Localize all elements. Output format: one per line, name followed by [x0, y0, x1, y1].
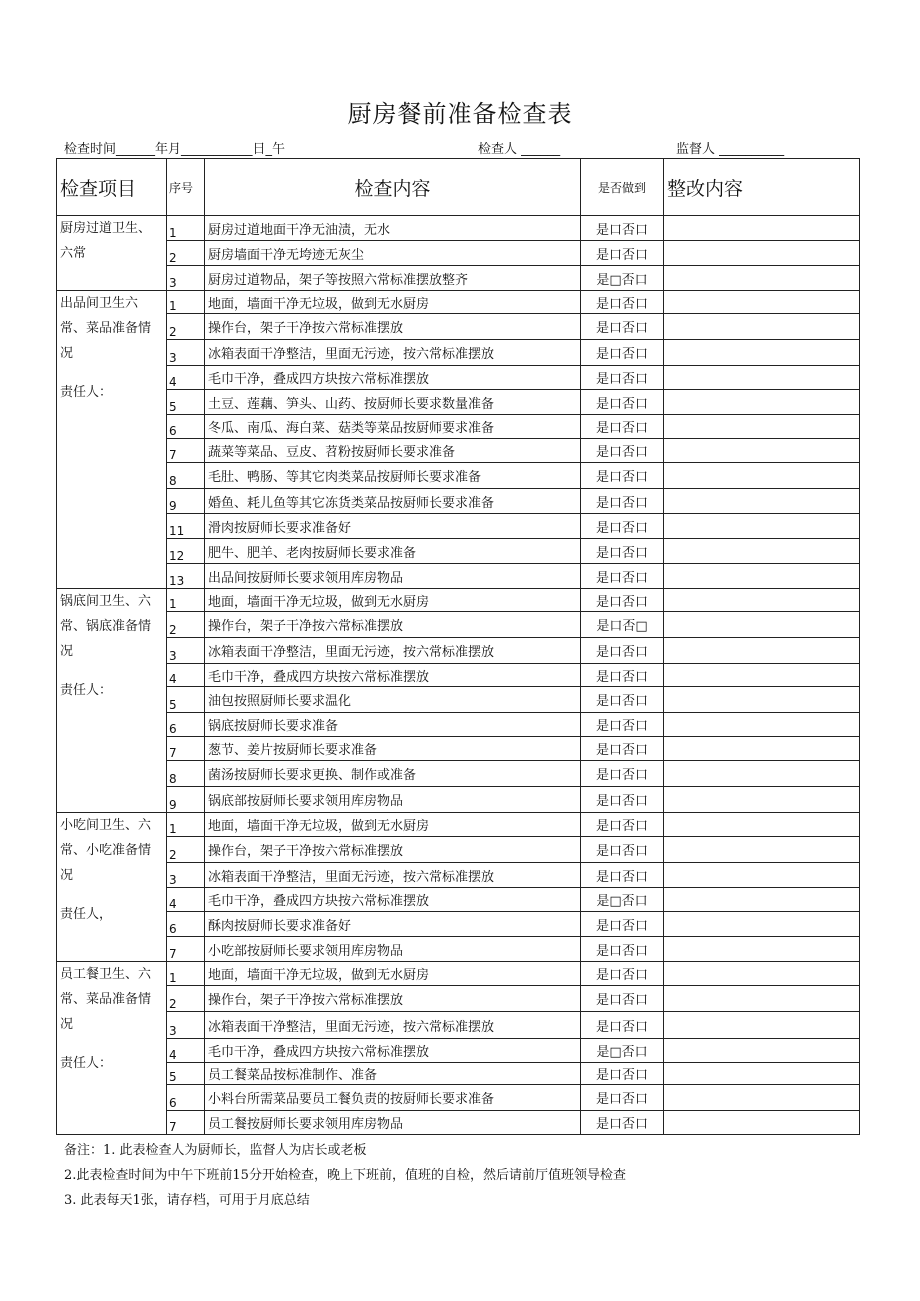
- row-content: 出品间按厨师长要求领用库房物品: [205, 564, 581, 589]
- row-content: 毛巾干净，叠成四方块按六常标准摆放: [205, 664, 581, 687]
- table-row: [57, 937, 860, 962]
- row-done-checkbox[interactable]: 是口否□: [581, 612, 664, 638]
- row-done-checkbox[interactable]: 是口否口: [581, 216, 664, 241]
- section-name: 员工餐卫生、六常、菜品准备情况: [60, 967, 152, 1032]
- row-fix-cell[interactable]: [664, 962, 860, 986]
- row-content: 冰箱表面干净整洁，里面无污迹，按六常标准摆放: [205, 340, 581, 366]
- table-row: [57, 687, 860, 713]
- row-seq: 4: [167, 1039, 205, 1063]
- row-seq: 4: [167, 888, 205, 912]
- section-responsible: 责任人，: [60, 907, 113, 922]
- row-fix-cell[interactable]: [664, 863, 860, 888]
- row-seq: 5: [167, 390, 205, 415]
- notes: [64, 1138, 626, 1213]
- row-seq: 4: [167, 664, 205, 687]
- check-time-field: 检查时间______年月___________日_午: [64, 142, 286, 157]
- table-row: [57, 489, 860, 514]
- row-fix-cell[interactable]: [664, 737, 860, 761]
- row-seq: 9: [167, 489, 205, 514]
- table-row: [57, 514, 860, 539]
- row-fix-cell[interactable]: [664, 564, 860, 589]
- row-done-checkbox[interactable]: 是口否口: [581, 737, 664, 761]
- row-seq: 2: [167, 314, 205, 340]
- row-seq: 1: [167, 216, 205, 241]
- section-cell: [57, 813, 167, 962]
- table-row: [57, 1063, 860, 1085]
- row-fix-cell[interactable]: [664, 687, 860, 713]
- row-seq: 1: [167, 962, 205, 986]
- row-done-checkbox[interactable]: 是口否口: [581, 1063, 664, 1085]
- row-fix-cell[interactable]: [664, 1063, 860, 1085]
- row-content: 操作台，架子干净按六常标准摆放: [205, 837, 581, 863]
- row-content: 酥肉按厨师长要求准备好: [205, 912, 581, 937]
- table-row: [57, 216, 860, 241]
- row-fix-cell[interactable]: [664, 787, 860, 813]
- row-done-checkbox[interactable]: 是□否口: [581, 888, 664, 912]
- row-done-checkbox[interactable]: 是口否口: [581, 713, 664, 737]
- row-content: 婚鱼、耗儿鱼等其它冻货类菜品按厨师长要求准备: [205, 489, 581, 514]
- row-content: 地面，墙面干净无垃圾，做到无水厨房: [205, 962, 581, 986]
- row-fix-cell[interactable]: [664, 489, 860, 514]
- row-content: 地面，墙面干净无垃圾，做到无水厨房: [205, 589, 581, 612]
- row-done-checkbox[interactable]: 是口否口: [581, 664, 664, 687]
- row-done-checkbox[interactable]: 是口否口: [581, 1085, 664, 1111]
- table-row: [57, 737, 860, 761]
- table-row: [57, 962, 860, 986]
- row-fix-cell[interactable]: [664, 912, 860, 937]
- row-content: 油包按照厨师长要求温化: [205, 687, 581, 713]
- row-done-checkbox[interactable]: 是口否口: [581, 912, 664, 937]
- row-seq: 6: [167, 415, 205, 439]
- table-row: [57, 439, 860, 463]
- row-fix-cell[interactable]: [664, 463, 860, 489]
- row-content: 冰箱表面干净整洁，里面无污迹，按六常标准摆放: [205, 638, 581, 664]
- row-fix-cell[interactable]: [664, 439, 860, 463]
- table-row: [57, 813, 860, 837]
- row-fix-cell[interactable]: [664, 638, 860, 664]
- header-fix: 整改内容: [664, 159, 860, 216]
- table-row: [57, 366, 860, 390]
- row-content: 员工餐菜品按标准制作、准备: [205, 1063, 581, 1085]
- table-row: [57, 912, 860, 937]
- section-responsible: 责任人：: [60, 1056, 113, 1071]
- table-row: [57, 863, 860, 888]
- row-fix-cell[interactable]: [664, 539, 860, 564]
- table-header-row: [57, 159, 860, 216]
- row-done-checkbox[interactable]: 是口否口: [581, 366, 664, 390]
- row-fix-cell[interactable]: [664, 266, 860, 291]
- table-row: [57, 664, 860, 687]
- row-done-checkbox[interactable]: 是口否口: [581, 564, 664, 589]
- row-done-checkbox[interactable]: 是口否口: [581, 813, 664, 837]
- row-fix-cell[interactable]: [664, 216, 860, 241]
- section-cell: [57, 291, 167, 589]
- row-seq: 1: [167, 813, 205, 837]
- row-content: 员工餐按厨师长要求领用库房物品: [205, 1111, 581, 1135]
- row-seq: 4: [167, 366, 205, 390]
- table-row: [57, 837, 860, 863]
- row-fix-cell[interactable]: [664, 314, 860, 340]
- table-row: [57, 564, 860, 589]
- row-fix-cell[interactable]: [664, 589, 860, 612]
- table-row: [57, 787, 860, 813]
- row-done-checkbox[interactable]: 是口否口: [581, 962, 664, 986]
- row-seq: 2: [167, 612, 205, 638]
- note-line: 3. 此表每天1张，请存档，可用于月底总结: [64, 1193, 310, 1208]
- row-seq: 3: [167, 1012, 205, 1039]
- row-fix-cell[interactable]: [664, 612, 860, 638]
- table-row: [57, 612, 860, 638]
- row-fix-cell[interactable]: [664, 713, 860, 737]
- row-fix-cell[interactable]: [664, 514, 860, 539]
- row-content: 蔬菜等菜品、豆皮、苕粉按厨师长要求准备: [205, 439, 581, 463]
- row-seq: 8: [167, 761, 205, 787]
- row-fix-cell[interactable]: [664, 813, 860, 837]
- row-done-checkbox[interactable]: 是口否口: [581, 986, 664, 1012]
- table-row: [57, 241, 860, 266]
- row-seq: 3: [167, 340, 205, 366]
- row-content: 冰箱表面干净整洁，里面无污迹，按六常标准摆放: [205, 1012, 581, 1039]
- row-seq: 7: [167, 439, 205, 463]
- row-content: 毛巾干净，叠成四方块按六常标准摆放: [205, 1039, 581, 1063]
- row-done-checkbox[interactable]: 是口否口: [581, 863, 664, 888]
- row-content: 冬瓜、南瓜、海白菜、菇类等菜品按厨师要求准备: [205, 415, 581, 439]
- table-row: [57, 539, 860, 564]
- row-seq: 2: [167, 986, 205, 1012]
- table-row: [57, 314, 860, 340]
- row-content: 地面，墙面干净无垃圾，做到无水厨房: [205, 291, 581, 314]
- section-name: 锅底间卫生、六常、锅底准备情况: [60, 594, 152, 659]
- section-responsible: 责任人：: [60, 683, 113, 698]
- row-fix-cell[interactable]: [664, 761, 860, 787]
- row-done-checkbox[interactable]: 是口否口: [581, 291, 664, 314]
- row-done-checkbox[interactable]: 是口否口: [581, 687, 664, 713]
- note-line: 备注：1. 此表检查人为厨师长，监督人为店长或老板: [64, 1143, 367, 1158]
- row-seq: 9: [167, 787, 205, 813]
- row-fix-cell[interactable]: [664, 888, 860, 912]
- table-row: [57, 1012, 860, 1039]
- row-done-checkbox[interactable]: 是口否口: [581, 1012, 664, 1039]
- table-row: [57, 986, 860, 1012]
- table-row: [57, 463, 860, 489]
- table-row: [57, 1085, 860, 1111]
- row-done-checkbox[interactable]: 是口否口: [581, 415, 664, 439]
- row-fix-cell[interactable]: [664, 366, 860, 390]
- row-seq: 1: [167, 291, 205, 314]
- row-fix-cell[interactable]: [664, 1111, 860, 1135]
- row-fix-cell[interactable]: [664, 837, 860, 863]
- row-content: 毛巾干净，叠成四方块按六常标准摆放: [205, 888, 581, 912]
- row-fix-cell[interactable]: [664, 986, 860, 1012]
- row-fix-cell[interactable]: [664, 1012, 860, 1039]
- section-name: 小吃间卫生、六常、小吃准备情况: [60, 818, 152, 883]
- row-content: 地面，墙面干净无垃圾，做到无水厨房: [205, 813, 581, 837]
- table-row: [57, 390, 860, 415]
- row-seq: 5: [167, 1063, 205, 1085]
- row-content: 冰箱表面干净整洁，里面无污迹，按六常标准摆放: [205, 863, 581, 888]
- row-fix-cell[interactable]: [664, 664, 860, 687]
- inspector-field: 检查人 ______: [478, 142, 561, 157]
- checklist-table: [56, 158, 860, 1135]
- row-content: 操作台，架子干净按六常标准摆放: [205, 612, 581, 638]
- row-content: 操作台，架子干净按六常标准摆放: [205, 986, 581, 1012]
- row-content: 小料台所需菜品要员工餐负责的按厨师长要求准备: [205, 1085, 581, 1111]
- row-done-checkbox[interactable]: 是口否口: [581, 489, 664, 514]
- row-done-checkbox[interactable]: 是口否口: [581, 390, 664, 415]
- table-row: [57, 888, 860, 912]
- header-seq: 序号: [167, 159, 205, 216]
- supervisor-field: 监督人 __________: [676, 142, 785, 157]
- row-done-checkbox[interactable]: 是口否口: [581, 340, 664, 366]
- table-row: [57, 291, 860, 314]
- table-row: [57, 761, 860, 787]
- section-cell: [57, 589, 167, 813]
- row-fix-cell[interactable]: [664, 1085, 860, 1111]
- row-content: 操作台，架子干净按六常标准摆放: [205, 314, 581, 340]
- row-seq: 8: [167, 463, 205, 489]
- row-done-checkbox[interactable]: 是口否口: [581, 787, 664, 813]
- row-done-checkbox[interactable]: 是口否口: [581, 514, 664, 539]
- row-content: 滑肉按厨师长要求准备好: [205, 514, 581, 539]
- row-seq: 7: [167, 937, 205, 962]
- row-seq: 6: [167, 1085, 205, 1111]
- table-row: [57, 340, 860, 366]
- row-content: 厨房墙面干净无垮迹无灰尘: [205, 241, 581, 266]
- row-fix-cell[interactable]: [664, 415, 860, 439]
- row-seq: 13: [167, 564, 205, 589]
- row-seq: 7: [167, 1111, 205, 1135]
- section-name: 出品间卫生六常、菜品准备情况: [60, 296, 152, 361]
- row-content: 厨房过道地面干净无油渍，无水: [205, 216, 581, 241]
- page-title: 厨房餐前准备检查表: [347, 100, 573, 128]
- row-content: 土豆、莲藕、笋头、山药、按厨师长要求数量准备: [205, 390, 581, 415]
- table-row: [57, 1039, 860, 1063]
- table-row: [57, 266, 860, 291]
- section-cell: [57, 216, 167, 291]
- table-row: [57, 415, 860, 439]
- row-done-checkbox[interactable]: 是□否口: [581, 1039, 664, 1063]
- table-row: [57, 1111, 860, 1135]
- section-responsible: 责任人：: [60, 385, 113, 400]
- row-seq: 3: [167, 266, 205, 291]
- row-seq: 1: [167, 589, 205, 612]
- row-content: 锅底部按厨师长要求领用库房物品: [205, 787, 581, 813]
- row-done-checkbox[interactable]: 是口否口: [581, 314, 664, 340]
- row-content: 毛巾干净，叠成四方块按六常标准摆放: [205, 366, 581, 390]
- row-done-checkbox[interactable]: 是口否口: [581, 539, 664, 564]
- row-done-checkbox[interactable]: 是口否口: [581, 937, 664, 962]
- row-fix-cell[interactable]: [664, 390, 860, 415]
- table-row: [57, 589, 860, 612]
- row-done-checkbox[interactable]: 是口否口: [581, 761, 664, 787]
- header-item: 检查项目: [57, 159, 167, 216]
- row-done-checkbox[interactable]: 是□否口: [581, 266, 664, 291]
- table-body: [57, 216, 860, 1135]
- row-content: 菌汤按厨师长要求更换、制作或准备: [205, 761, 581, 787]
- section-name: 厨房过道卫生、六常: [60, 221, 152, 261]
- section-cell: [57, 962, 167, 1135]
- note-line: 2.此表检查时间为中午下班前15分开始检查，晚上下班前，值班的自检，然后请前厅值班领导检查: [64, 1168, 626, 1183]
- row-content: 厨房过道物品，架子等按照六常标准摆放整齐: [205, 266, 581, 291]
- row-content: 葱节、姜片按厨师长要求准备: [205, 737, 581, 761]
- row-done-checkbox[interactable]: 是口否口: [581, 638, 664, 664]
- row-done-checkbox[interactable]: 是口否口: [581, 241, 664, 266]
- row-fix-cell[interactable]: [664, 1039, 860, 1063]
- row-seq: 3: [167, 863, 205, 888]
- row-fix-cell[interactable]: [664, 291, 860, 314]
- table-row: [57, 638, 860, 664]
- row-seq: 12: [167, 539, 205, 564]
- header-content: 检查内容: [205, 159, 581, 216]
- row-seq: 2: [167, 837, 205, 863]
- row-seq: 3: [167, 638, 205, 664]
- row-seq: 2: [167, 241, 205, 266]
- row-seq: 6: [167, 713, 205, 737]
- row-done-checkbox[interactable]: 是口否口: [581, 589, 664, 612]
- row-fix-cell[interactable]: [664, 340, 860, 366]
- row-content: 锅底按厨师长要求准备: [205, 713, 581, 737]
- row-done-checkbox[interactable]: 是口否口: [581, 439, 664, 463]
- table-row: [57, 713, 860, 737]
- row-done-checkbox[interactable]: 是口否口: [581, 1111, 664, 1135]
- row-seq: 6: [167, 912, 205, 937]
- row-content: 小吃部按厨师长要求领用库房物品: [205, 937, 581, 962]
- header-done: 是否做到: [581, 159, 664, 216]
- row-seq: 5: [167, 687, 205, 713]
- row-fix-cell[interactable]: [664, 241, 860, 266]
- row-content: 毛肚、鸭肠、等其它肉类菜品按厨师长要求准备: [205, 463, 581, 489]
- row-fix-cell[interactable]: [664, 937, 860, 962]
- row-done-checkbox[interactable]: 是口否口: [581, 837, 664, 863]
- row-content: 肥牛、肥羊、老肉按厨师长要求准备: [205, 539, 581, 564]
- row-seq: 11: [167, 514, 205, 539]
- row-seq: 7: [167, 737, 205, 761]
- row-done-checkbox[interactable]: 是口否口: [581, 463, 664, 489]
